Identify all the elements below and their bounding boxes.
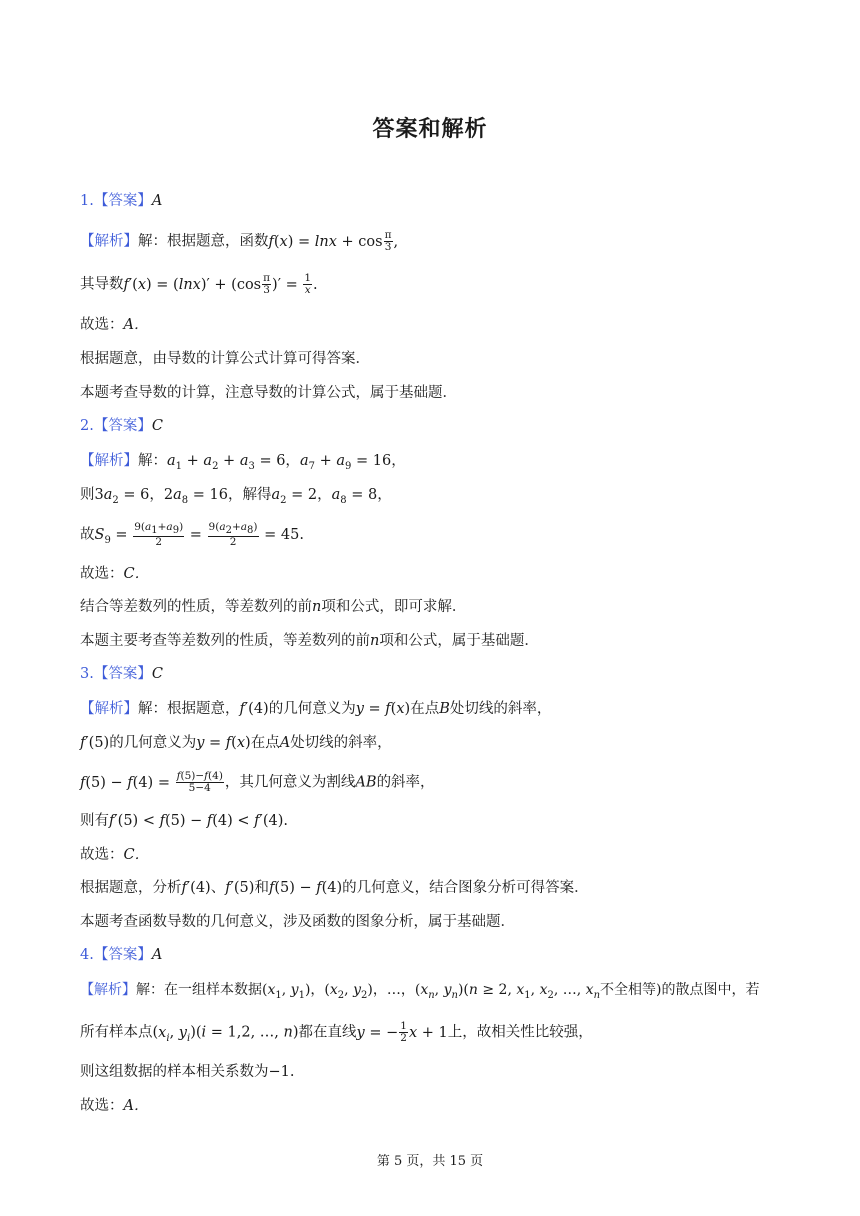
q3-analysis-line-2: f′(5)的几何意义为y = f(x)在点A处切线的斜率， xyxy=(80,735,392,751)
answer-label: 【答案】 xyxy=(93,947,152,963)
q1-line-5: 本题考查导数的计算，注意导数的计算公式，属于基础题． xyxy=(80,385,457,401)
q4-formula-data: ($x_1$, $y_1$)，($x_2$, $y_2$)，…，($x_n$, $y_n)(n \ge 2$, $x_1$, $x_2$, …, $x_n$ xyxy=(262,982,601,1001)
q3-text: 解：根据题意， xyxy=(138,701,240,717)
q2-choice: C． xyxy=(123,566,150,582)
q3-text: 则有 xyxy=(80,813,109,829)
q3-analysis-line-4 xyxy=(80,811,288,831)
q2-analysis-line-1 xyxy=(80,451,406,477)
q1-analysis-line-1 xyxy=(80,230,398,253)
q4-formula-line: y = − $\frac{1}{2}$ x + 1 xyxy=(356,1020,448,1044)
q1-number: 1. xyxy=(80,193,94,209)
page-title: 答案和解析 xyxy=(372,117,488,142)
q3-text: 、 xyxy=(210,880,226,896)
q2-text: 故 xyxy=(80,527,95,544)
q1-analysis-line-2 xyxy=(80,273,318,296)
q4-line-4 xyxy=(80,1096,148,1116)
q3-formula-ineq: f′(5) < f(5) − f(4) < f′(4). xyxy=(109,813,288,829)
q3-choice: C． xyxy=(123,847,150,863)
q2-text: 故选： xyxy=(80,566,124,582)
q3-text: 在点 xyxy=(250,735,280,751)
q4-text: 故选： xyxy=(80,1098,124,1114)
answer-label: 【答案】 xyxy=(93,418,152,434)
q1-line-4: 根据题意，由导数的计算公式计算可得答案． xyxy=(80,351,370,367)
q2-formula-4: $S_9$ = $\frac{9(a_1+a_9)}{2}$ = $\frac{9(a_2+a_8)}{2}$ = 45. xyxy=(94,521,304,549)
analysis-label: 【解析】 xyxy=(80,982,136,998)
q3-text: 的几何意义为 xyxy=(268,701,356,717)
q4-text: 都在直线 xyxy=(298,1024,357,1041)
q3-line-5 xyxy=(80,845,149,865)
q3-analysis-line-3: f(5) − f(4) = $\frac{f(5)-f(4)}{5-4}$ ，其几何意义为割线AB的斜率， xyxy=(80,770,435,794)
q2-text: 解： xyxy=(138,453,167,469)
q1-answer: A xyxy=(151,193,163,209)
q2-formula-1: $a_1 + a_2 + a_3 = 6$，$a_7 + a_9 = 16$， xyxy=(167,453,406,472)
q3-text: 的几何意义，结合图象分析可得答案． xyxy=(342,880,589,896)
q3-formula-secant: f(5) − f(4) = $\frac{f(5)-f(4)}{5-4}$ xyxy=(80,770,223,794)
analysis-label: 【解析】 xyxy=(80,233,138,250)
q4-analysis-line-2: 所有样本点($x_i$, $y_i)(i = 1,2$, …, n)都在直线y = − $\frac{1}{2}$ x + 1上，故相关性比较强， xyxy=(80,1020,593,1044)
q1-formula-2: f′(x) = (lnx)′ + (cos $\frac{\pi}{3}$ )′ = $\frac{1}{x}$ . xyxy=(123,272,318,296)
q1-choice: A． xyxy=(123,317,149,333)
q3-text: 和 xyxy=(254,880,269,896)
q3-text: 的斜率， xyxy=(376,774,435,791)
q2-answer: C xyxy=(151,418,163,434)
q2-analysis-line-3 xyxy=(80,522,304,551)
q3-text: 根据题意，分析 xyxy=(80,880,182,896)
q2-line-6: 本题主要考查等差数列的性质，等差数列的前n项和公式，属于基础题． xyxy=(80,633,539,649)
q3-answer: C xyxy=(151,666,163,682)
q3-text: 故选： xyxy=(80,847,124,863)
q2-formula-3: $a_2 = 2$，$a_8 = 8$， xyxy=(271,487,392,506)
q4-number: 4. xyxy=(80,947,94,963)
q2-analysis-line-2 xyxy=(80,485,392,511)
q2-formula-2: $3a_2 = 6$，$2a_8 = 16$ xyxy=(94,487,228,506)
q4-analysis-line-3: 则这组数据的样本相关系数为−1. xyxy=(80,1064,295,1080)
q1-formula-1: f(x) = lnx + cos $\frac{\pi}{3}$ , xyxy=(268,229,399,253)
q4-text: 不全相等)的散点图中，若 xyxy=(600,982,760,998)
q1-text: 解：根据题意，函数 xyxy=(138,233,269,250)
analysis-label: 【解析】 xyxy=(80,701,138,717)
q3-text: 处切线的斜率， xyxy=(449,701,552,717)
q1-answer-line xyxy=(80,191,162,211)
q2-text: ，解得 xyxy=(227,487,272,503)
q2-line-4 xyxy=(80,564,149,584)
q3-line-7: 本题考查函数导数的几何意义，涉及函数的图象分析，属于基础题． xyxy=(80,914,515,930)
answer-label: 【答案】 xyxy=(93,666,152,682)
q4-analysis-line-1 xyxy=(80,980,759,1006)
q4-text: 上，故相关性比较强， xyxy=(447,1024,593,1041)
q4-choice: A． xyxy=(123,1098,149,1114)
q1-line-3 xyxy=(80,315,148,335)
q4-text: 所有样本点 xyxy=(80,1024,153,1041)
q1-text: 其导数 xyxy=(80,276,124,293)
q2-number: 2. xyxy=(80,418,94,434)
q2-text: 项和公式，属于基础题． xyxy=(379,633,539,649)
q3-analysis-line-1: 【解析】解：根据题意，f′(4)的几何意义为y = f(x)在点B处切线的斜率， xyxy=(80,701,552,717)
q2-text: 则 xyxy=(80,487,95,503)
q2-answer-line xyxy=(80,416,163,436)
q3-text: 在点 xyxy=(410,701,440,717)
q3-text: 处切线的斜率， xyxy=(290,735,392,751)
q3-line-6: 根据题意，分析f′(4)、f′(5)和f(5) − f(4)的几何意义，结合图象分析可得答案． xyxy=(80,880,589,896)
q3-answer-line xyxy=(80,664,163,684)
q4-answer-line xyxy=(80,945,162,965)
q1-text: 故选： xyxy=(80,317,124,333)
q2-text: 结合等差数列的性质，等差数列的前 xyxy=(80,599,312,615)
q2-text: 项和公式，即可求解． xyxy=(321,599,467,615)
q4-answer: A xyxy=(151,947,163,963)
q2-text: 本题主要考查等差数列的性质，等差数列的前 xyxy=(80,633,370,649)
q3-text: 的几何意义为 xyxy=(109,735,197,751)
answer-label: 【答案】 xyxy=(93,193,152,209)
q4-text: 则这组数据的样本相关系数为 xyxy=(80,1064,269,1080)
q3-text: ，其几何意义为割线 xyxy=(224,774,356,791)
page-footer: 第 5 页，共 15 页 xyxy=(376,1154,484,1169)
analysis-label: 【解析】 xyxy=(80,453,138,469)
q2-line-5: 结合等差数列的性质，等差数列的前n项和公式，即可求解． xyxy=(80,599,467,615)
q4-text: 解：在一组样本数据 xyxy=(136,982,262,998)
q3-number: 3. xyxy=(80,666,94,682)
